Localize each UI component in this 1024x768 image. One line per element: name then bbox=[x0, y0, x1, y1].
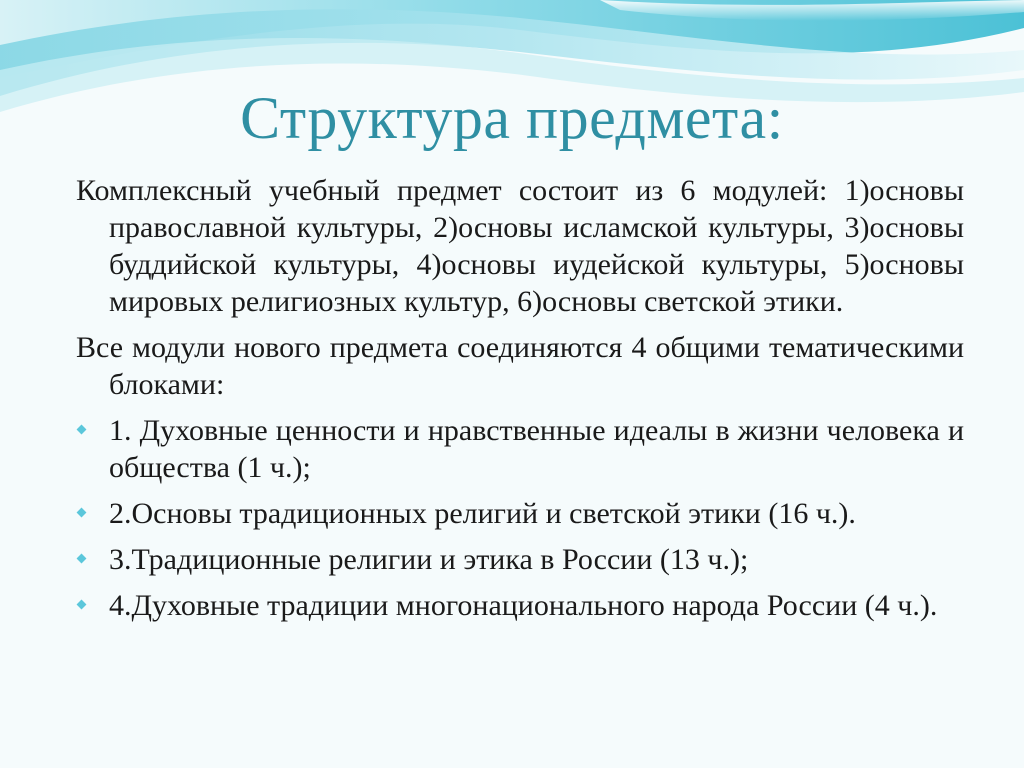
diamond-bullet-icon bbox=[77, 554, 87, 564]
list-item bbox=[76, 495, 964, 532]
blocks-list bbox=[76, 412, 964, 624]
intro-paragraph: Комплексный учебный предмет состоит из 6 модулей: 1)основы православной культуры, 2)основы исламской культуры, 3)основы буддийской культуры, 4)основы иудейской культуры, 5)основы мировых религиозных культур, 6)основы светской этики. bbox=[76, 174, 964, 318]
list-item bbox=[76, 541, 964, 578]
blocks-paragraph: Все модули нового предмета соединяются 4 общими тематическими блоками: bbox=[76, 331, 964, 401]
list-item-text: 2.Основы традиционных религий и светской этики (16 ч.). bbox=[109, 497, 856, 530]
slide-body bbox=[76, 172, 964, 633]
slide-title: Структура предмета: bbox=[240, 85, 784, 151]
list-item-text: 3.Традиционные религии и этика в России (13 ч.); bbox=[109, 543, 749, 576]
list-item-text: 4.Духовные традиции многонационального народа России (4 ч.). bbox=[109, 589, 938, 622]
list-item bbox=[76, 412, 964, 486]
diamond-bullet-icon bbox=[77, 600, 87, 610]
list-item-text: 1. Духовные ценности и нравственные идеалы в жизни человека и общества (1 ч.); bbox=[109, 414, 964, 484]
diamond-bullet-icon bbox=[77, 425, 87, 435]
list-item bbox=[76, 587, 964, 624]
diamond-bullet-icon bbox=[77, 508, 87, 518]
